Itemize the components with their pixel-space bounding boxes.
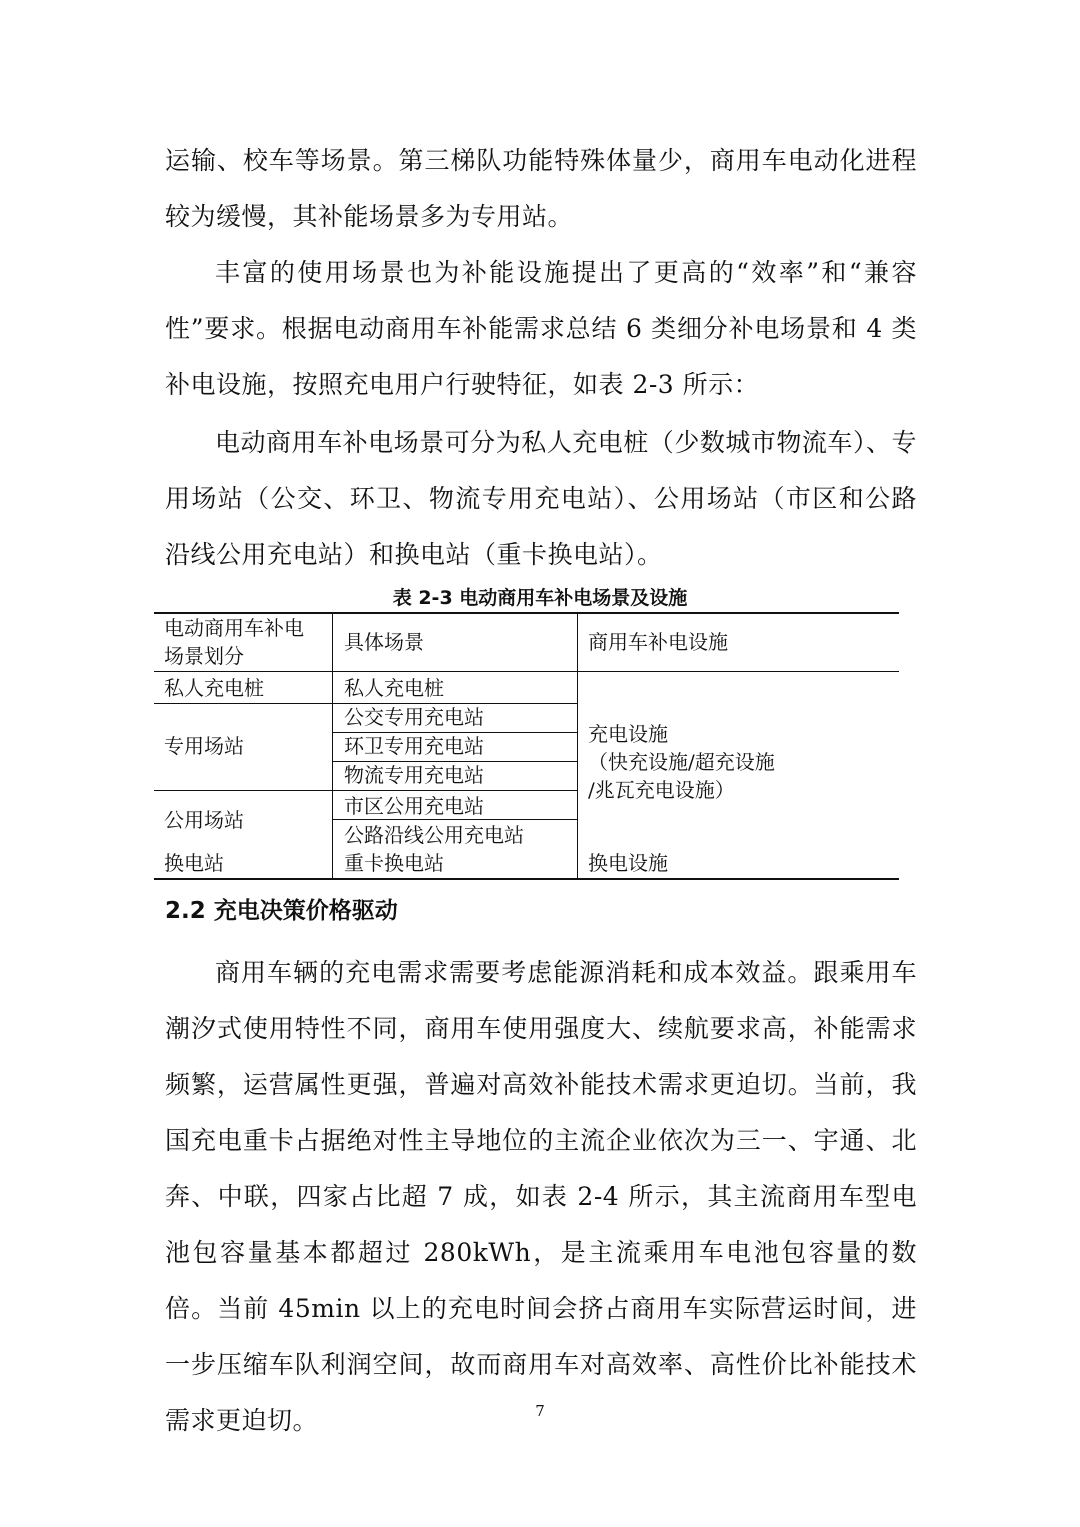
header-facility: 商用车补电设施 — [588, 630, 728, 654]
header-category-line1: 电动商用车补电 — [164, 616, 304, 640]
facility-charging-line3: /兆瓦充电设施） — [588, 778, 735, 802]
paragraph-charging-scenarios: 电动商用车补电场景可分为私人充电桩（少数城市物流车）、专用场站（公交、环卫、物流专用充电站）、公用场站（市区和公路沿线公用充电站）和换电站（重卡换电站）。 — [165, 428, 917, 569]
page-number: 7 — [535, 1402, 545, 1420]
table-bottom-rule — [154, 878, 899, 880]
table-header-rule — [154, 671, 899, 672]
paragraph-efficiency-compatibility: 丰富的使用场景也为补能设施提出了更高的“效率”和“兼容性”要求。根据电动商用车补能需求总结 6 类细分补电场景和 4 类补电设施，按照充电用户行驶特征，如表 2-3 所示： — [165, 258, 917, 399]
facility-swapping: 换电设施 — [588, 851, 668, 875]
scene-urban: 市区公用充电站 — [344, 794, 484, 818]
scene-private-pile: 私人充电桩 — [344, 676, 444, 700]
paragraph-pricing-drivers: 商用车辆的充电需求需要考虑能源消耗和成本效益。跟乘用车潮汐式使用特性不同，商用车使用强度大、续航要求高，补能需求频繁，运营属性更强，普遍对高效补能技术需求更迫切。当前，我国充电重卡占据绝对性主导地位的主流企业依次为三一、宇通、北奔、中联，四家占比超 7 成，如表 2-4 所示，其主流商用车型电池包容量基本都超过 280kWh，是主流乘用车电池包容量的数倍。当前 45min 以上的充电时间会挤占商用车实际营运时间，进一步压缩车队利润空间，故而商用车对高效率、高性价比补能技术需求更迫切。 — [165, 958, 917, 1435]
facility-charging-line2: （快充设施/超充设施 — [588, 750, 775, 774]
section-heading: 2.2 充电决策价格驱动 — [165, 898, 398, 924]
scene-logistics: 物流专用充电站 — [344, 763, 484, 787]
category-private: 私人充电桩 — [164, 676, 264, 700]
paragraph-scenario-tiers: 运输、校车等场景。第三梯队功能特殊体量少，商用车电动化进程较为缓慢，其补能场景多为专用站。 — [165, 146, 917, 231]
scene-sanitation: 环卫专用充电站 — [344, 734, 484, 758]
scene-highway: 公路沿线公用充电站 — [344, 823, 524, 847]
scene-bus: 公交专用充电站 — [344, 705, 484, 729]
header-scene: 具体场景 — [344, 630, 424, 654]
header-category-line2: 场景划分 — [164, 644, 244, 668]
category-swap: 换电站 — [164, 851, 224, 875]
charging-scenario-table — [154, 612, 899, 880]
table-caption: 表 2-3 电动商用车补电场景及设施 — [392, 587, 688, 609]
category-dedicated: 专用场站 — [164, 734, 244, 758]
row-divider — [154, 790, 578, 791]
column-divider — [332, 612, 333, 880]
column-divider — [577, 612, 578, 880]
facility-charging-line1: 充电设施 — [588, 722, 668, 746]
category-public: 公用场站 — [164, 808, 244, 832]
scene-truck-swap: 重卡换电站 — [344, 851, 444, 875]
